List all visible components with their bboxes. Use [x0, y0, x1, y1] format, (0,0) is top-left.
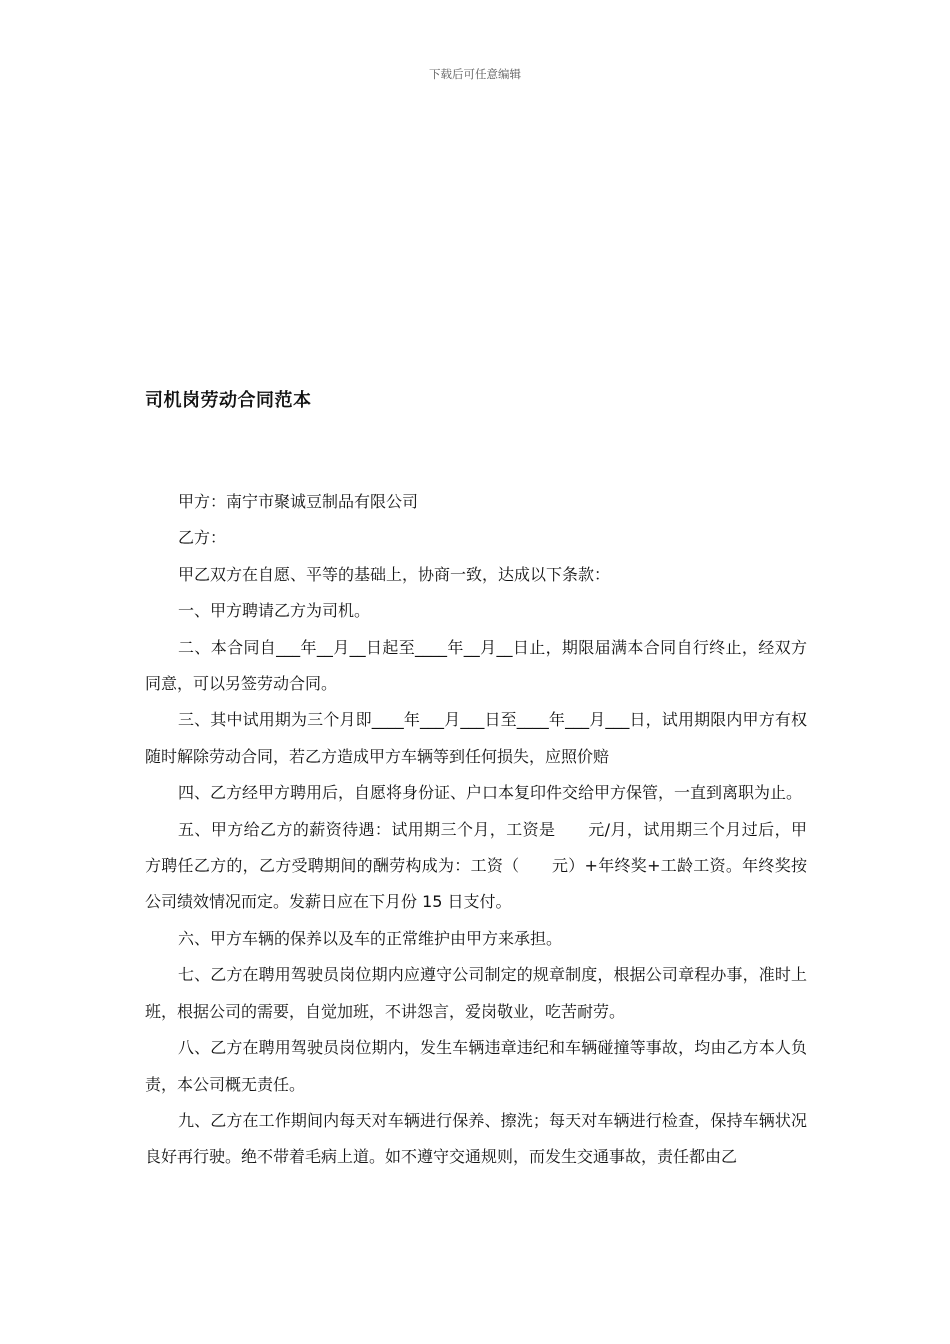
- contract-body: [145, 484, 807, 1176]
- party-a-line: 甲方：南宁市聚诚豆制品有限公司: [178, 492, 419, 511]
- clause-4: 四、乙方经甲方聘用后，自愿将身份证、户口本复印件交给甲方保管，一直到离职为止。: [178, 783, 803, 803]
- document-title: 司机岗劳动合同范本: [145, 390, 312, 411]
- header-note: 下载后可任意编辑: [429, 67, 521, 81]
- preamble-paragraph: 甲乙双方在自愿、平等的基础上，协商一致，达成以下条款：: [178, 564, 611, 584]
- clause-7: 七、乙方在聘用驾驶员岗位期内应遵守公司制定的规章制度，根据公司章程办事，准时上班，根据公司的需要，自觉加班，不讲怨言，爱岗敬业，吃苦耐劳。: [145, 965, 807, 1021]
- party-b-line: 乙方：: [178, 528, 227, 548]
- clause-5: 五、甲方给乙方的薪资待遇：试用期三个月，工资是 元/月，试用期三个月过后，甲方聘任乙方的，乙方受聘期间的酬劳构成为：工资（ 元）+年终奖+工龄工资。年终奖按公司绩效情况而定。发薪日应在下月份 15 日支付。: [145, 819, 807, 912]
- clause-3: 三、其中试用期为三个月即____年___月___日至____年___月___日，试用期限内甲方有权随时解除劳动合同，若乙方造成甲方车辆等到任何损失，应照价赔: [145, 710, 807, 766]
- clause-2: 二、本合同自___年__月__日起至____年__月__日止，期限届满本合同自行终止，经双方同意，可以另签劳动合同。: [145, 637, 807, 694]
- clause-8: 八、乙方在聘用驾驶员岗位期内，发生车辆违章违纪和车辆碰撞等事故，均由乙方本人负责，本公司概无责任。: [145, 1038, 807, 1094]
- clause-1: 一、甲方聘请乙方为司机。: [178, 601, 371, 621]
- clause-9: 九、乙方在工作期间内每天对车辆进行保养、擦洗；每天对车辆进行检查，保持车辆状况良好再行驶。绝不带着毛病上道。如不遵守交通规则，而发生交通事故，责任都由乙: [145, 1110, 807, 1167]
- clause-6: 六、甲方车辆的保养以及车的正常维护由甲方来承担。: [178, 928, 563, 948]
